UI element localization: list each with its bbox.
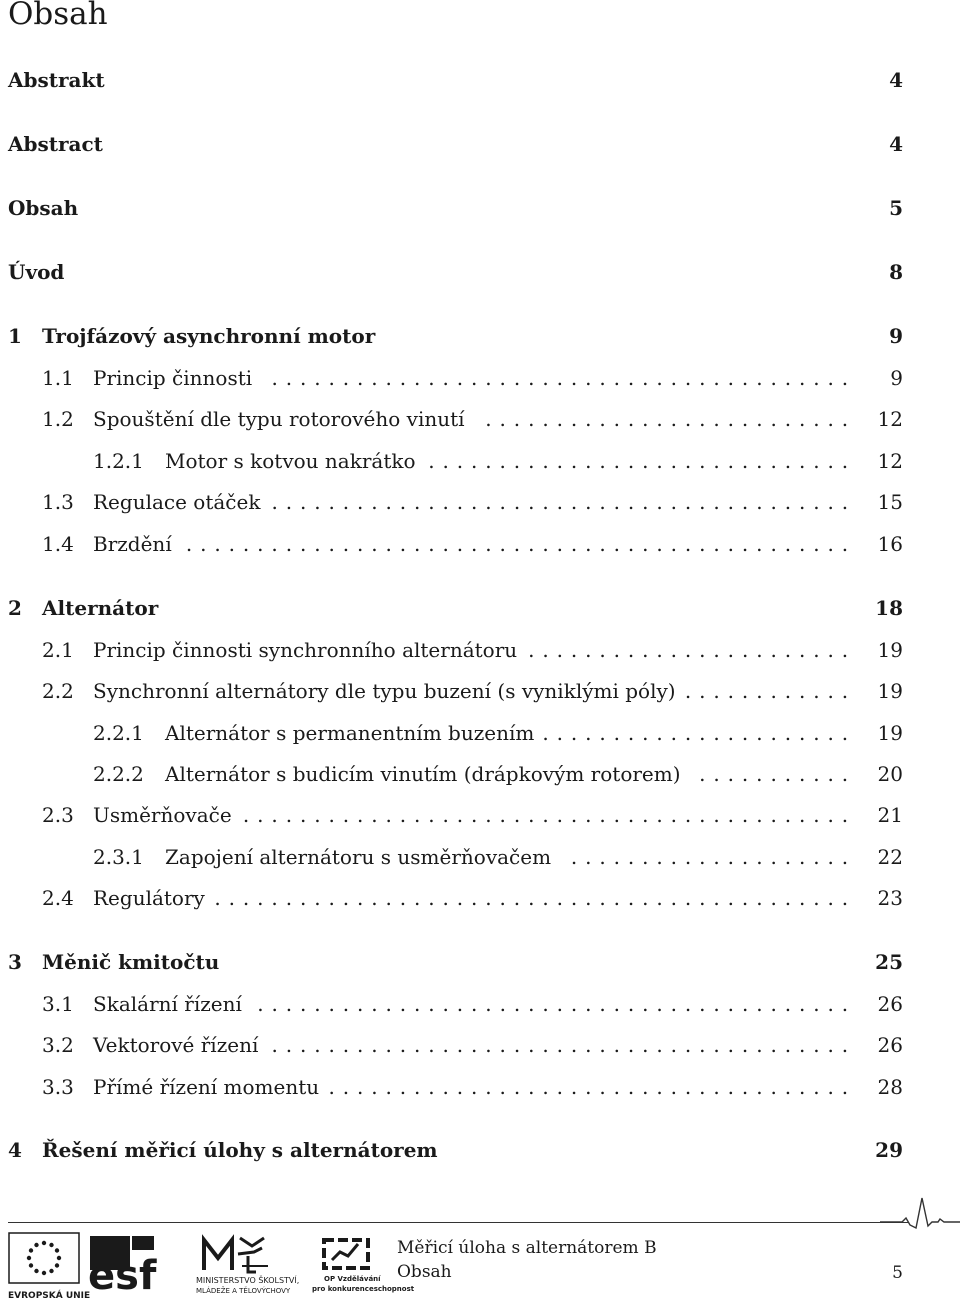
eu-logo xyxy=(8,1232,91,1301)
toc-entry-page: 19 xyxy=(877,638,903,662)
toc-entry-page: 23 xyxy=(877,886,903,910)
toc-entry-title: Usměrňovače xyxy=(93,803,232,827)
op-text-line1: OP Vzdělávání xyxy=(324,1275,381,1283)
op-emblem-icon xyxy=(318,1234,378,1272)
toc-entry-number: 3 xyxy=(8,950,22,974)
toc-entry-page: 16 xyxy=(877,532,903,556)
eu-star-icon xyxy=(49,1243,53,1247)
toc-dot-leader: ......................................... xyxy=(271,1033,856,1057)
toc-entry-title: Úvod xyxy=(8,260,65,284)
esf-logo-text: esf xyxy=(88,1253,157,1299)
toc-entry[interactable] xyxy=(0,1136,960,1164)
toc-entry[interactable] xyxy=(0,364,960,392)
toc-entry-title: Řešení měřicí úlohy s alternátorem xyxy=(42,1138,438,1162)
toc-entry-title: Alternátor s budicím vinutím (drápkovým rotorem) xyxy=(165,762,681,786)
toc-entry-page: 29 xyxy=(875,1138,903,1162)
toc-entry-title: Přímé řízení momentu xyxy=(93,1075,320,1099)
toc-dot-leader: .................... xyxy=(570,845,856,869)
toc-entry-number: 1.3 xyxy=(42,490,74,514)
toc-dot-leader: ............ xyxy=(684,679,856,703)
op-vk-logo xyxy=(312,1232,415,1298)
toc-entry-page: 9 xyxy=(889,324,903,348)
toc-entry-title: Trojfázový asynchronní motor xyxy=(42,324,376,348)
toc-entry-number: 1 xyxy=(8,324,22,348)
toc-entry-page: 28 xyxy=(877,1075,903,1099)
toc-entry-title: Princip činnosti synchronního alternátoru xyxy=(93,638,518,662)
toc-entry-number: 4 xyxy=(8,1138,22,1162)
footer-running-title xyxy=(397,1236,657,1284)
toc-entry[interactable] xyxy=(0,488,960,516)
toc-entry-title: Motor s kotvou nakrátko xyxy=(165,449,416,473)
toc-entry[interactable] xyxy=(0,948,960,976)
toc-entry[interactable] xyxy=(0,636,960,664)
toc-entry-page: 9 xyxy=(890,366,903,390)
toc-entry-number: 2.3.1 xyxy=(93,845,144,869)
op-text-line2: pro konkurenceschopnost xyxy=(312,1285,415,1293)
toc-entry-title: Spouštění dle typu rotorového vinutí xyxy=(93,407,465,431)
footer-section: Obsah xyxy=(397,1262,452,1282)
eu-star-icon xyxy=(27,1256,31,1260)
toc-dot-leader: ............................................... xyxy=(185,532,856,556)
toc-entry[interactable] xyxy=(0,760,960,788)
toc-entry-number: 3.1 xyxy=(42,992,74,1016)
toc-entry-page: 15 xyxy=(877,490,903,514)
esf-logo xyxy=(86,1232,166,1298)
toc-entry-page: 22 xyxy=(877,845,903,869)
eu-star-icon xyxy=(55,1248,59,1252)
toc-dot-leader: ....................... xyxy=(528,638,856,662)
toc-entry-title: Obsah xyxy=(8,196,79,220)
toc-entry-page: 12 xyxy=(877,407,903,431)
toc-entry[interactable] xyxy=(0,258,960,286)
page-title: Obsah xyxy=(8,0,108,32)
toc-entry-page: 4 xyxy=(889,68,903,92)
toc-entry-number: 2.4 xyxy=(42,886,74,910)
toc-entry-title: Alternátor s permanentním buzením xyxy=(165,721,535,745)
toc-entry[interactable] xyxy=(0,719,960,747)
toc-entry[interactable] xyxy=(0,1073,960,1101)
toc-entry-title: Abstract xyxy=(8,132,103,156)
msmt-emblem-icon xyxy=(202,1234,272,1274)
toc-entry-number: 2 xyxy=(8,596,22,620)
toc-entry[interactable] xyxy=(0,130,960,158)
msmt-text-line2: MLÁDEŽE A TĚLOVÝCHOVY xyxy=(196,1287,291,1295)
msmt-text-line1: MINISTERSTVO ŠKOLSTVÍ, xyxy=(196,1276,300,1285)
toc-entry-number: 3.2 xyxy=(42,1033,74,1057)
toc-dot-leader: ............................................. xyxy=(214,886,856,910)
toc-entry-page: 25 xyxy=(875,950,903,974)
toc-entry-page: 20 xyxy=(877,762,903,786)
toc-entry-title: Princip činnosti xyxy=(93,366,253,390)
toc-entry[interactable] xyxy=(0,194,960,222)
eu-star-icon xyxy=(34,1243,38,1247)
toc-entry-page: 18 xyxy=(875,596,903,620)
eu-star-icon xyxy=(57,1256,61,1260)
toc-entry[interactable] xyxy=(0,322,960,350)
eu-star-icon xyxy=(42,1271,46,1275)
toc-entry[interactable] xyxy=(0,1031,960,1059)
toc-entry[interactable] xyxy=(0,801,960,829)
toc-dot-leader: .......................... xyxy=(485,407,856,431)
toc-entry-page: 21 xyxy=(877,803,903,827)
toc-entry-number: 2.1 xyxy=(42,638,74,662)
toc-entry-page: 4 xyxy=(889,132,903,156)
toc-entry-number: 1.2.1 xyxy=(93,449,144,473)
toc-entry-title: Brzdění xyxy=(93,532,172,556)
footer-doc-title: Měřicí úloha s alternátorem B xyxy=(397,1238,657,1258)
toc-entry-title: Vektorové řízení xyxy=(93,1033,259,1057)
toc-entry-number: 1.4 xyxy=(42,532,74,556)
toc-entry-title: Alternátor xyxy=(42,596,159,620)
toc-entry-number: 2.3 xyxy=(42,803,74,827)
toc-entry-title: Zapojení alternátoru s usměrňovačem xyxy=(165,845,552,869)
toc-dot-leader: ......................................... xyxy=(271,490,856,514)
heartbeat-line-icon xyxy=(880,1192,960,1236)
toc-entry-title: Abstrakt xyxy=(8,68,105,92)
msmt-logo xyxy=(196,1232,304,1298)
toc-dot-leader: .......................................... xyxy=(257,992,856,1016)
toc-entry[interactable] xyxy=(0,66,960,94)
eu-star-icon xyxy=(29,1248,33,1252)
toc-entry-page: 8 xyxy=(889,260,903,284)
toc-entry-title: Měnič kmitočtu xyxy=(42,950,220,974)
toc-entry[interactable] xyxy=(0,530,960,558)
toc-entry-page: 5 xyxy=(889,196,903,220)
eu-star-icon xyxy=(49,1269,53,1273)
toc-entry-title: Regulace otáček xyxy=(93,490,261,514)
eu-star-icon xyxy=(29,1263,33,1267)
toc-dot-leader: ......................................... xyxy=(271,366,856,390)
toc-entry-title: Regulátory xyxy=(93,886,205,910)
toc-dot-leader: ...................... xyxy=(542,721,856,745)
footer-rule xyxy=(8,1222,908,1223)
toc-dot-leader: ..................................... xyxy=(328,1075,856,1099)
toc-entry-number: 1.2 xyxy=(42,407,74,431)
footer-page-number: 5 xyxy=(892,1263,903,1283)
toc-dot-leader: .............................. xyxy=(428,449,856,473)
eu-flag-icon xyxy=(8,1232,80,1286)
toc-entry-number: 2.2.2 xyxy=(93,762,144,786)
toc-entry[interactable] xyxy=(0,884,960,912)
toc-entry-title: Skalární řízení xyxy=(93,992,242,1016)
toc-entry-page: 19 xyxy=(877,721,903,745)
toc-entry[interactable] xyxy=(0,677,960,705)
toc-entry-page: 12 xyxy=(877,449,903,473)
toc-entry-number: 2.2 xyxy=(42,679,74,703)
toc-entry[interactable] xyxy=(0,990,960,1018)
toc-entry-page: 26 xyxy=(877,992,903,1016)
eu-star-icon xyxy=(42,1241,46,1245)
toc-entry[interactable] xyxy=(0,594,960,622)
toc-entry-page: 26 xyxy=(877,1033,903,1057)
toc-entry-number: 2.2.1 xyxy=(93,721,144,745)
toc-entry-page: 19 xyxy=(877,679,903,703)
eu-logo-text: EVROPSKÁ UNIE xyxy=(8,1291,91,1301)
toc-dot-leader: ........................................... xyxy=(242,803,856,827)
eu-star-icon xyxy=(34,1269,38,1273)
toc-entry[interactable] xyxy=(0,843,960,871)
toc-entry-number: 1.1 xyxy=(42,366,74,390)
toc-entry[interactable] xyxy=(0,405,960,433)
toc-dot-leader: ........... xyxy=(699,762,856,786)
toc-entry-number: 3.3 xyxy=(42,1075,74,1099)
toc-entry[interactable] xyxy=(0,447,960,475)
toc-entry-title: Synchronní alternátory dle typu buzení (s vyniklými póly) xyxy=(93,679,676,703)
eu-star-icon xyxy=(55,1263,59,1267)
